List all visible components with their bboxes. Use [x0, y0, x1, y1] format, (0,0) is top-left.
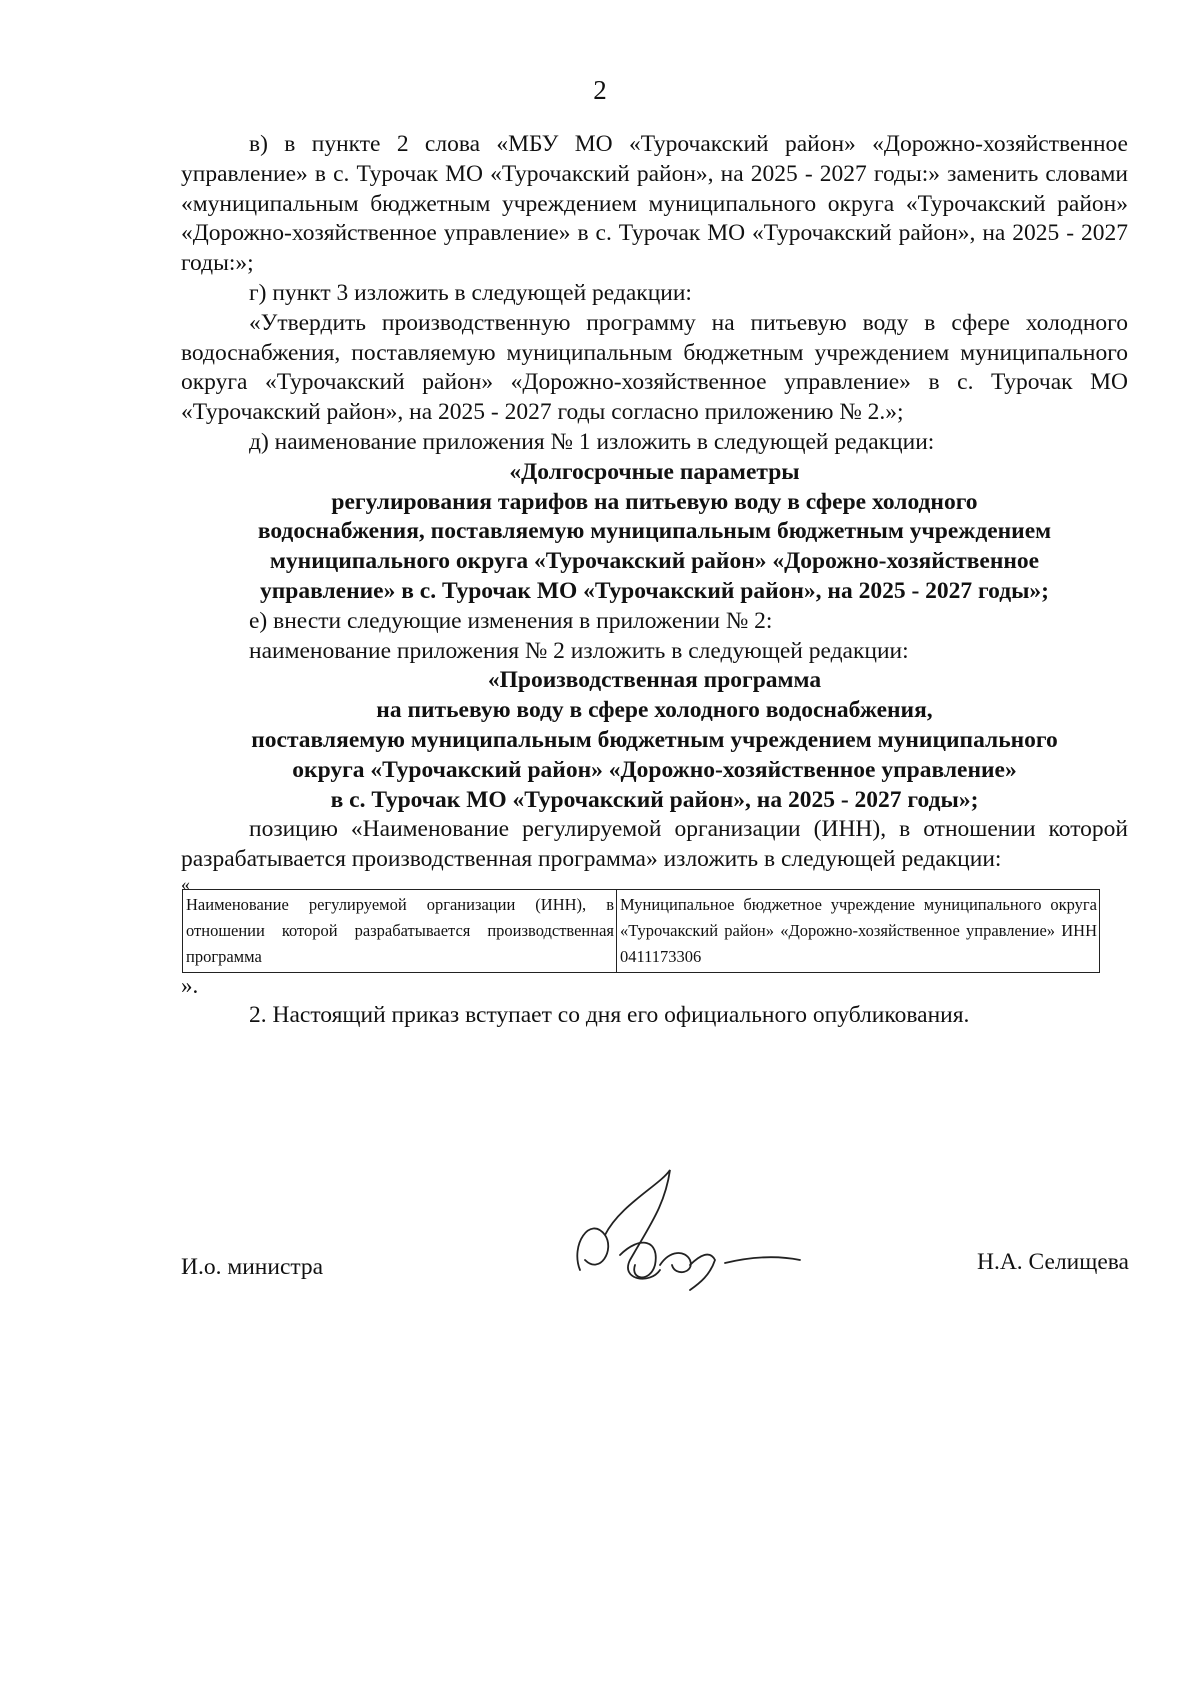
signature-stroke: [605, 1170, 670, 1279]
paragraph-e: е) внести следующие изменения в приложении № 2:: [249, 607, 773, 634]
handwritten-signature: [560, 1165, 860, 1305]
appendix2-title-line: в с. Турочак МО «Турочакский район», на 2025 - 2027 годы»;: [330, 786, 979, 813]
paragraph-position: позицию «Наименование регулируемой организации (ИНН), в отношении которой разрабатывается производственная программа» изложить в следующей редакции:: [181, 816, 1128, 873]
signature-stroke: [725, 1257, 800, 1263]
paragraph-2: 2. Настоящий приказ вступает со дня его официального опубликования.: [249, 1001, 970, 1028]
paragraph-e2: наименование приложения № 2 изложить в следующей редакции:: [249, 637, 909, 664]
appendix1-title-line: регулирования тарифов на питьевую воду в сфере холодного: [331, 488, 978, 515]
table-cell-value: Муниципальное бюджетное учреждение муниципального округа «Турочакский район» «Дорожно-хозяйственное управление» ИНН 0411173306: [617, 889, 1100, 972]
signer-name: Н.А. Селищева: [976, 1249, 1129, 1275]
appendix2-title-line: поставляемую муниципальным бюджетным учреждением муниципального: [251, 726, 1058, 753]
quote-open: «: [181, 873, 190, 894]
paragraph-g-quote: «Утвердить производственную программу на питьевую воду в сфере холодного водоснабжения, поставляемую муниципальным бюджетным учреждением муниципального округа «Турочакский район» «Дорожно-хозяйственное управление» в с. Турочак МО «Турочакский район», на 2025 - 2027 годы согласно приложению № 2.»;: [181, 309, 1128, 426]
signature-stroke: [690, 1255, 715, 1290]
appendix1-title-line: «Долгосрочные параметры: [509, 458, 800, 485]
organization-table: [182, 889, 1100, 973]
appendix2-title-line: «Производственная программа: [487, 667, 822, 694]
paragraph-d: д) наименование приложения № 1 изложить в следующей редакции:: [249, 428, 935, 455]
appendix1-title-line: управление» в с. Турочак МО «Турочакский район», на 2025 - 2027 годы»;: [259, 577, 1050, 604]
signature-stroke: [577, 1228, 608, 1270]
appendix1-title-line: водоснабжения, поставляемую муниципальным бюджетным учреждением: [257, 518, 1052, 545]
signer-position: И.о. министра: [181, 1254, 324, 1280]
paragraph-v: в) в пункте 2 слова «МБУ МО «Турочакский район» «Дорожно-хозяйственное управление» в с. Турочак МО «Турочакский район», на 2025 - 2027 годы:» заменить словами «муниципальным бюджетным учреждением муниципального округа «Турочакский район» «Дорожно-хозяйственное управление» в с. Турочак МО «Турочакский район», на 2025 - 2027 годы:»;: [181, 131, 1128, 277]
document-body: [181, 130, 1128, 1031]
appendix2-title-line: на питьевую воду в сфере холодного водоснабжения,: [376, 697, 933, 724]
table-row: [183, 889, 1100, 972]
appendix2-title-line: округа «Турочакский район» «Дорожно-хозяйственное управление»: [292, 756, 1017, 783]
quote-close: ».: [181, 972, 199, 998]
signature-stroke: [660, 1253, 691, 1272]
page-number: 2: [593, 75, 607, 105]
appendix1-title-line: муниципального округа «Турочакский район» «Дорожно-хозяйственное: [269, 548, 1040, 575]
paragraph-g: г) пункт 3 изложить в следующей редакции:: [249, 279, 692, 306]
table-cell-label: Наименование регулируемой организации (ИНН), в отношении которой разрабатывается производственная программа: [183, 889, 617, 972]
